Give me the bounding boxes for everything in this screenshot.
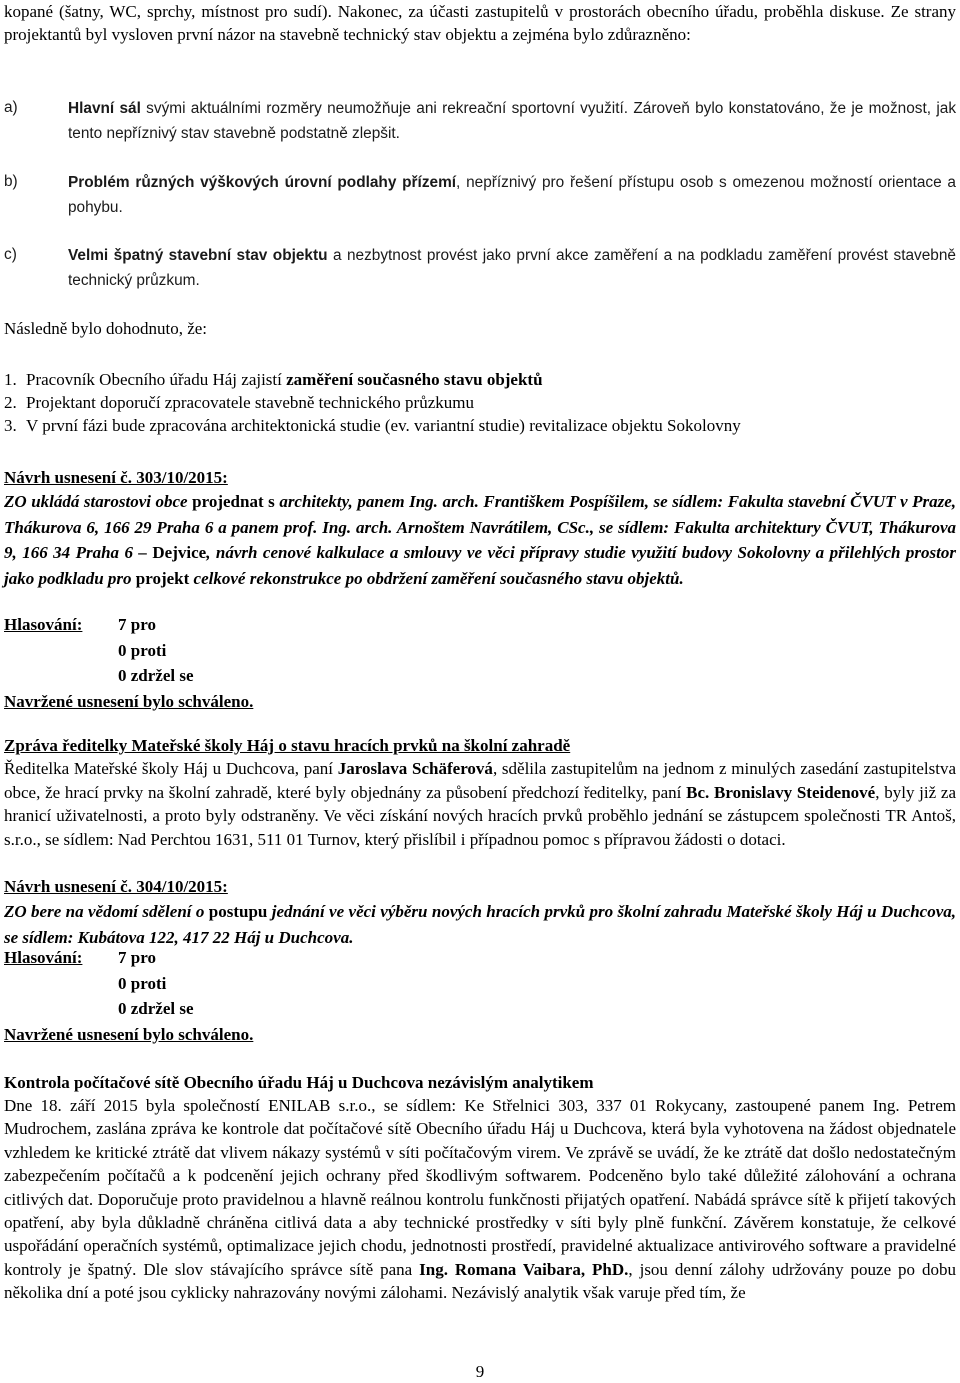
vote-304 (4, 946, 404, 1048)
point-text: a nezbytnost provést jako první akce zaměření a na podkladu zaměření provést stavebně technický průzkum. (68, 247, 956, 289)
vote-for: 7 pro (118, 948, 156, 967)
vote-against: 0 proti (118, 973, 167, 993)
section-network-heading: Kontrola počítačové sítě Obecního úřadu Háj u Duchcova nezávislým analytikem (4, 1073, 594, 1092)
section-kindergarten-text: Ředitelka Mateřské školy Háj u Duchcova, paní Jaroslava Schäferová, sdělila zastupitelům na jednom z minulých zasedání zastupitelstva obce, že hrací prvky na školní zahradě, které byly objednány za působení předchozí ředitelky, paní Bc. Bronislavy Steidenové, byly již za hranicí uživatelnosti, a proto byly odstraněny. Ve věci získání nových hracích prvků proběhlo jednání se zástupcem společnosti TR Antoš, s.r.o., se sídlem: Nad Perchtou 1631, 511 01 Turnov, který přislíbil i případnou pomoc s přípravou žádosti o dotaci. (4, 759, 957, 849)
vote-abstain: 0 zdržel se (118, 666, 194, 685)
item-text: Pracovník Obecního úřadu Háj zajistí (26, 370, 287, 389)
item-text: V první fázi bude zpracována architektonická studie (ev. variantní studie) revitalizace objektu Sokolovny (26, 416, 741, 435)
point-a (4, 96, 956, 146)
item-number: 2. (4, 393, 17, 412)
resolution-303-text: ZO ukládá starostovi obce projednat s architekty, panem Ing. arch. Františkem Pospíšilem, se sídlem: Fakulta stavební ČVUT v Praze, Thákurova 6, 166 29 Praha 6 a panem prof. Ing. arch. Arnoštem Navrátilem, CSc., se sídlem: Fakulta architektury ČVUT, Thákurova 9, 166 34 Praha 6 – Dejvice, návrh cenové kalkulace a smlouvy ve věci přípravy studie využití budovy Sokolovny a přilehlých prostor jako podkladu pro projekt celkové rekonstrukce po obdržení zaměření současného stavu objektů. (4, 492, 957, 588)
intro-paragraph (4, 0, 956, 46)
vote-label: Hlasování: (4, 948, 83, 967)
vote-against: 0 proti (118, 640, 167, 660)
vote-result: Navržené usnesení bylo schváleno. (4, 691, 254, 711)
vote-for: 7 pro (118, 615, 156, 634)
item-text: Projektant doporučí zpracovatele stavebně technického průzkumu (26, 393, 474, 412)
resolution-304-heading: Návrh usnesení č. 304/10/2015: (4, 877, 228, 896)
item-number: 1. (4, 370, 17, 389)
point-label: a) (4, 99, 18, 116)
agreed-item-1 (4, 368, 956, 391)
point-b (4, 170, 956, 220)
point-label: b) (4, 173, 18, 190)
section-kindergarten-heading: Zpráva ředitelky Mateřské školy Háj o stavu hracích prvků na školní zahradě (4, 736, 571, 755)
intro-text: kopané (šatny, WC, sprchy, místnost pro sudí). Nakonec, za účasti zastupitelů v prostorách obecního úřadu, proběhla diskuse. Ze strany projektantů byl vysloven první názor na stavebně technický stav objektu a zejména bylo zdůrazněno: (4, 2, 956, 44)
vote-result: Navržené usnesení bylo schváleno. (4, 1024, 254, 1044)
point-text: , nepříznivý pro řešení přístupu osob s omezenou možností orientace a pohybu. (68, 174, 956, 216)
point-bold: Hlavní sál (68, 100, 141, 117)
agreed-intro: Následně bylo dohodnuto, že: (4, 319, 208, 338)
agreed-item-2 (4, 391, 956, 414)
item-number: 3. (4, 416, 17, 435)
point-bold: Velmi špatný stavební stav objektu (68, 247, 328, 264)
agreed-item-3 (4, 414, 956, 437)
point-text: svými aktuálními rozměry neumožňuje ani rekreační sportovní využití. Zároveň bylo konstatováno, že je možnost, jak tento nepříznivý stav stavebně podstatně zlepšit. (68, 100, 957, 142)
point-c (4, 243, 956, 293)
resolution-303-heading: Návrh usnesení č. 303/10/2015: (4, 468, 228, 487)
section-network-text: Dne 18. září 2015 byla společností ENILAB s.r.o., se sídlem: Ke Střelnici 303, 337 01 Rokycany, zastoupené panem Ing. Petrem Mudrochem, zaslána zpráva ke kontrole dat počítačové sítě Obecního úřadu Háj u Duchcova, která byla vyhotovena na žádost objednatele vzhledem ke kritické ztrátě dat vlivem nákazy systémů v síti počítačovým virem. Ve zprávě se uvádí, že ke ztrátě dat došlo nedostatečným zabezpečením počítačů a k podcenění jejich ochrany před škodlivým softwarem. Podceněno bylo také důležité zálohování a ochrana citlivých dat. Doporučuje proto pravidelnou a hlavně reálnou kontrolu funkčnosti přijatých opatření. Nabádá správce sítě k přijetí takových opatření, aby byla důkladně chráněna citlivá data a aby technické prostředky v síti byly plně funkční. Závěrem konstatuje, že celkové uspořádání operačních systémů, optimalizace jejich chodu, jednotnosti prostředí, pravidelné aktualizace antivirového software a pravidelné kontroly je špatný. Dle slov stávajícího správce sítě pana Ing. Romana Vaibara, PhD., jsou denní zálohy udržovány pouze po dobu několika dní a poté jsou cyklicky nahrazovány novými zálohami. Nezávislý analytik však varuje před tím, že (4, 1096, 957, 1303)
point-bold: Problém různých výškových úrovní podlahy přízemí (68, 174, 457, 191)
vote-label: Hlasování: (4, 615, 83, 634)
point-label: c) (4, 246, 17, 263)
vote-303 (4, 613, 404, 715)
vote-abstain: 0 zdržel se (118, 999, 194, 1018)
page-number: 9 (475, 1362, 485, 1381)
item-bold: zaměření současného stavu objektů (286, 370, 543, 389)
resolution-304-text: ZO bere na vědomí sdělení o postupu jednání ve věci výběru nových hracích prvků pro školní zahradu Mateřské školy Háj u Duchcova, se sídlem: Kubátova 122, 417 22 Háj u Duchcova. (4, 902, 956, 947)
